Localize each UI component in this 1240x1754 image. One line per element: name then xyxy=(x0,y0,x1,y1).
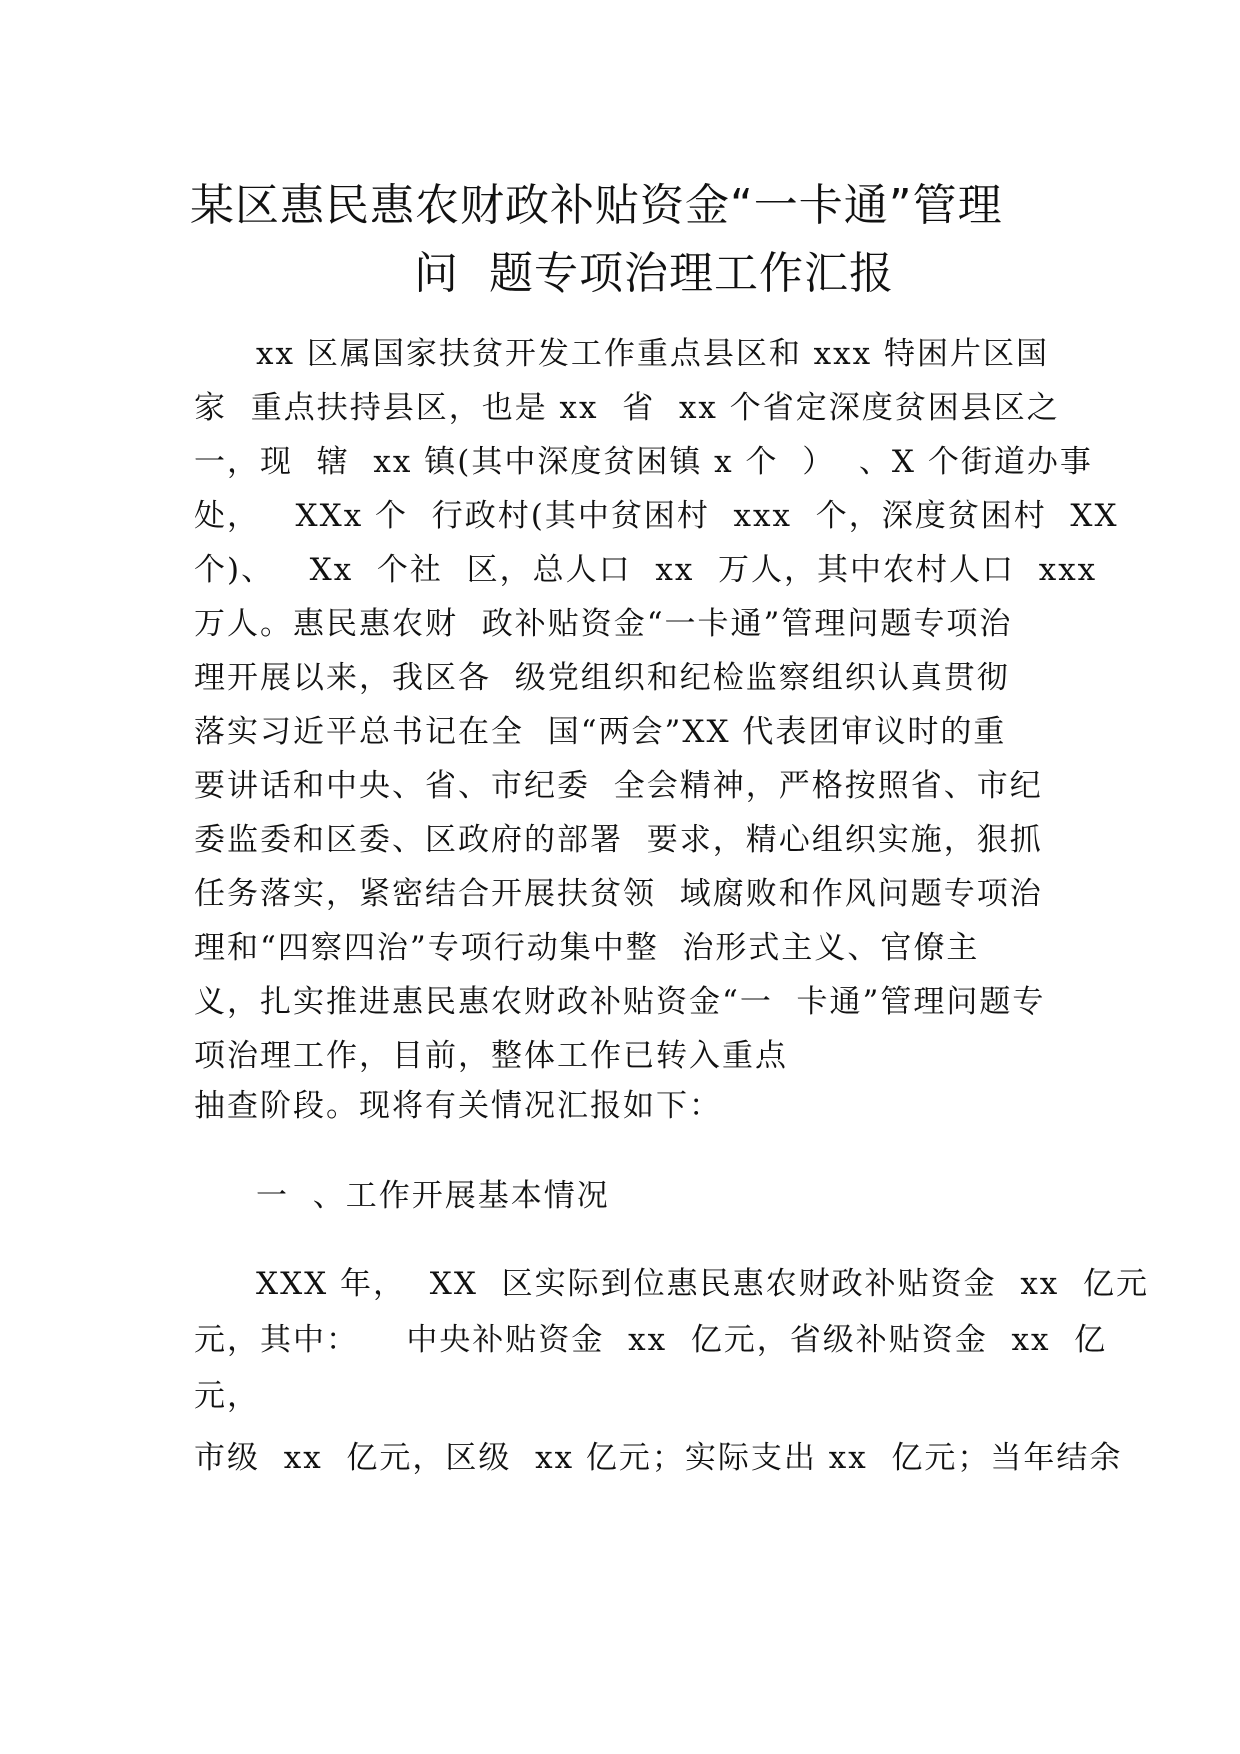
paragraph-line: 理和“四察四治”专项行动集中整 治形式主义、官僚主 xyxy=(194,930,980,966)
paragraph-line: 处， XXx 个 行政村(其中贫困村 xxx 个，深度贫困村 XX xyxy=(194,498,1119,534)
paragraph-line: 抽查阶段。现将有关情况汇报如下： xyxy=(194,1088,722,1124)
paragraph-line: XXX 年， XX 区实际到位惠民惠农财政补贴资金 xx 亿元 xyxy=(256,1266,1149,1302)
paragraph-line: 落实习近平总书记在全 国“两会”XX 代表团审议时的重 xyxy=(194,714,1007,750)
paragraph-line: 市级 xx 亿元，区级 xx 亿元；实际支出 xx 亿元；当年结余 xyxy=(194,1440,1123,1476)
paragraph-line: 要讲话和中央、省、市纪委 全会精神，严格按照省、市纪 xyxy=(194,768,1043,804)
paragraph-line: 万人。惠民惠农财 政补贴资金“一卡通”管理问题专项治 xyxy=(194,606,1013,642)
paragraph-line: 项治理工作，目前，整体工作已转入重点 xyxy=(194,1038,788,1074)
document-title-line-1: 某区惠民惠农财政补贴资金“一卡通”管理 xyxy=(190,180,1003,231)
paragraph-line: 个)、 Xx 个社 区，总人口 xx 万人，其中农村人口 xxx xyxy=(194,552,1098,588)
document-title-line-2: 问 题专项治理工作汇报 xyxy=(414,248,894,299)
paragraph-line: 元，其中： 中央补贴资金 xx 亿元，省级补贴资金 xx 亿 xyxy=(194,1322,1108,1358)
paragraph-line: 委监委和区委、区政府的部署 要求，精心组织实施，狠抓 xyxy=(194,822,1043,858)
paragraph-line: 一，现 辖 xx 镇(其中深度贫困镇 x 个 ） 、X 个街道办事 xyxy=(194,444,1093,480)
paragraph-line: 家 重点扶持县区，也是 xx 省 xx 个省定深度贫困县区之 xyxy=(194,390,1060,426)
paragraph-line: 元， xyxy=(194,1378,260,1414)
paragraph-line: 任务落实，紧密结合开展扶贫领 域腐败和作风问题专项治 xyxy=(194,876,1043,912)
paragraph-line: 理开展以来，我区各 级党组织和纪检监察组织认真贯彻 xyxy=(194,660,1010,696)
paragraph-line: 义，扎实推进惠民惠农财政补贴资金“一 卡通”管理问题专 xyxy=(194,984,1046,1020)
paragraph-line: xx 区属国家扶贫开发工作重点县区和 xxx 特困片区国 xyxy=(256,336,1049,372)
section-heading: 一 、工作开展基本情况 xyxy=(256,1178,610,1214)
